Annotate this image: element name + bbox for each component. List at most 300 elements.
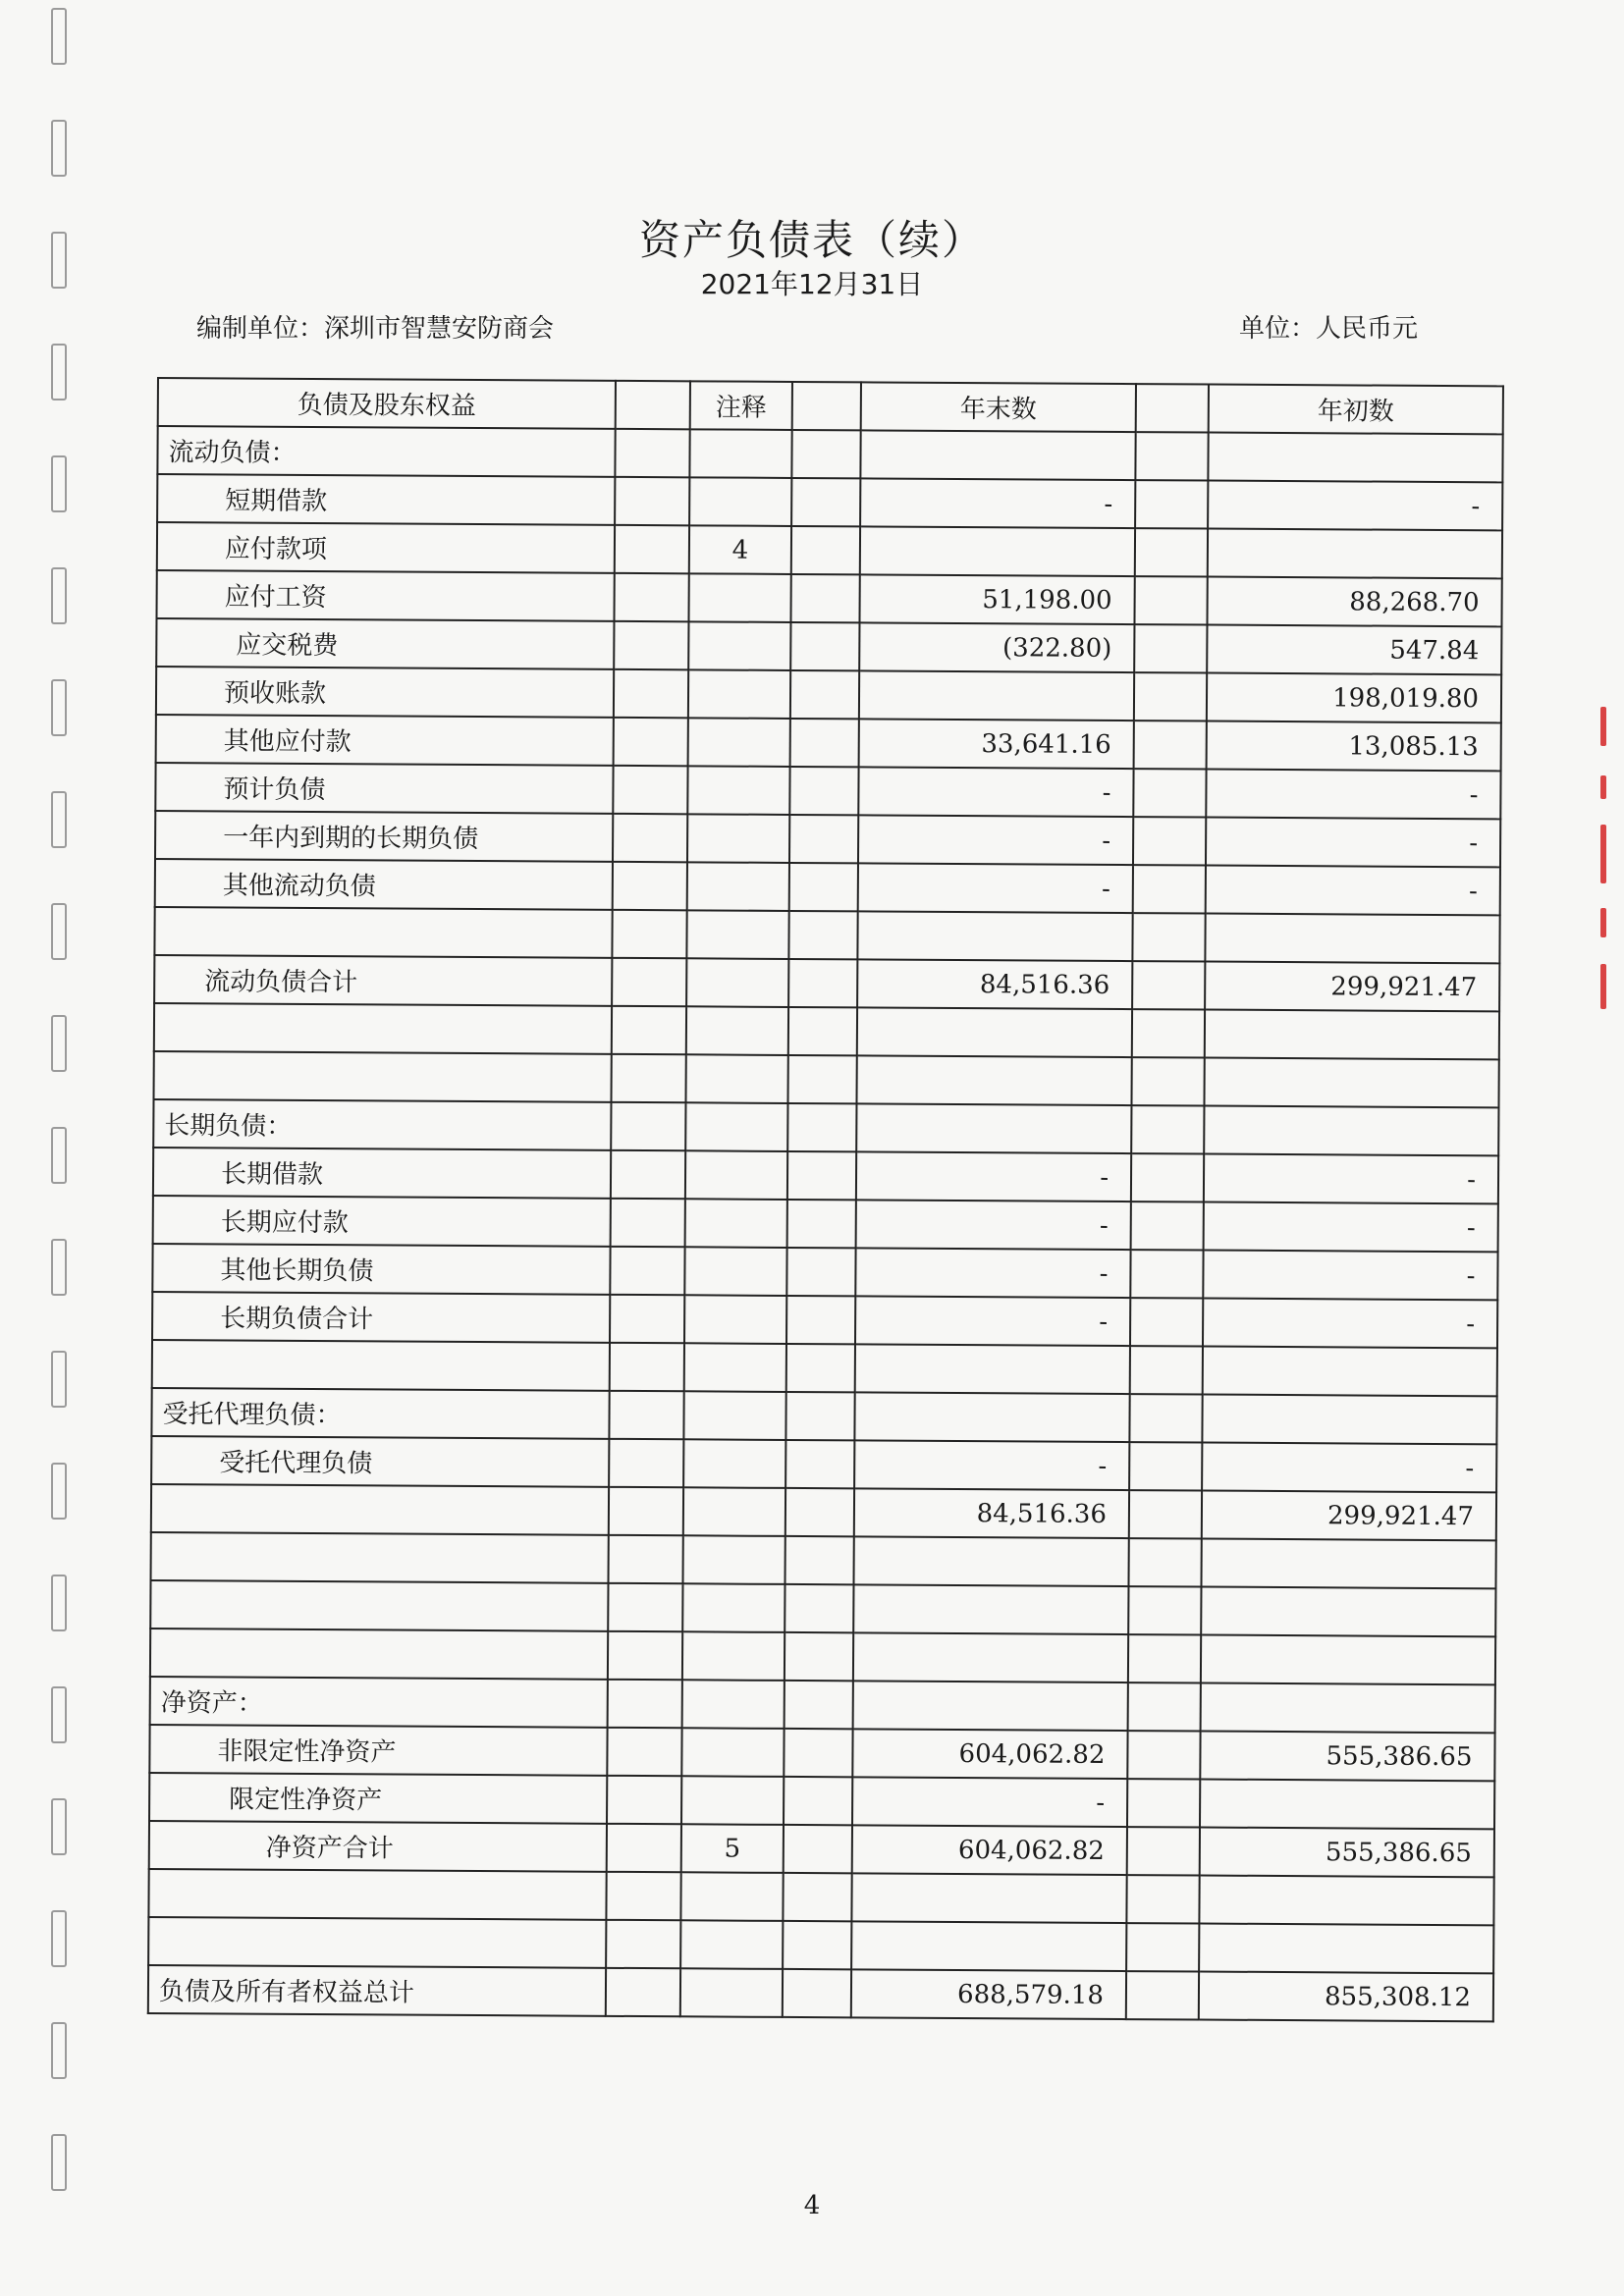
- row-note: [685, 1150, 787, 1200]
- table-row: [152, 1340, 1497, 1396]
- blank-cell: [787, 1200, 856, 1248]
- row-note: [683, 1535, 785, 1584]
- table-row: [153, 1148, 1498, 1203]
- blank-cell: [786, 1248, 855, 1296]
- row-year-begin-value: [1205, 1010, 1499, 1060]
- blank-cell: [1127, 1827, 1200, 1875]
- row-year-end-value: -: [858, 767, 1133, 817]
- blank-cell: [1129, 1490, 1202, 1538]
- blank-cell: [785, 1440, 854, 1488]
- table-row: [151, 1388, 1496, 1444]
- liabilities-equity-table: [147, 377, 1504, 2022]
- row-note: [684, 1343, 786, 1392]
- row-year-begin-value: 198,019.80: [1207, 673, 1501, 723]
- row-note: [688, 621, 790, 670]
- blank-cell: [1134, 624, 1207, 672]
- row-year-begin-value: -: [1208, 481, 1502, 531]
- row-label: 长期借款: [153, 1148, 611, 1199]
- row-label: 负债及所有者权益总计: [148, 1965, 606, 2016]
- row-year-end-value: 84,516.36: [857, 959, 1132, 1009]
- row-note: [688, 669, 790, 719]
- row-label: [152, 1340, 610, 1391]
- table-row: [156, 618, 1501, 674]
- blank-cell: [615, 477, 689, 525]
- currency-unit: 单位：人民币元: [1239, 314, 1419, 344]
- row-year-end-value: (322.80): [859, 622, 1134, 672]
- blank-cell: [783, 1969, 851, 2017]
- row-label: 预收账款: [156, 667, 614, 718]
- blank-cell: [613, 814, 687, 862]
- row-year-end-value: -: [856, 1200, 1131, 1250]
- stamp-edge-trace: [1600, 707, 1610, 1021]
- blank-cell: [1129, 1394, 1202, 1442]
- blank-cell: [1127, 1731, 1200, 1779]
- row-label: [150, 1629, 608, 1680]
- row-note: [684, 1295, 786, 1344]
- row-year-begin-value: -: [1203, 1251, 1497, 1301]
- column-header-blank: [792, 382, 861, 430]
- row-year-end-value: -: [852, 1777, 1127, 1827]
- row-note: 4: [689, 525, 791, 574]
- row-year-begin-value: -: [1204, 1202, 1498, 1253]
- row-year-begin-value: -: [1203, 1299, 1497, 1349]
- blank-cell: [614, 718, 688, 766]
- row-year-begin-value: 547.84: [1207, 625, 1501, 675]
- blank-cell: [611, 1199, 685, 1247]
- table-row: [151, 1532, 1496, 1588]
- row-note: [685, 1199, 787, 1248]
- table-row: [150, 1629, 1495, 1684]
- row-year-begin-value: [1199, 1876, 1493, 1926]
- blank-cell: [609, 1487, 683, 1535]
- table-row: [156, 667, 1501, 722]
- blank-cell: [1130, 1298, 1203, 1346]
- row-year-end-value: 604,062.82: [852, 1825, 1127, 1875]
- blank-cell: [1126, 1875, 1199, 1923]
- row-note: [682, 1631, 785, 1681]
- row-note: [686, 958, 788, 1007]
- table-row: [154, 955, 1499, 1011]
- row-year-end-value: 688,579.18: [851, 1969, 1126, 2019]
- binding-hole: [51, 1127, 67, 1184]
- blank-cell: [786, 1344, 855, 1392]
- blank-cell: [789, 815, 858, 863]
- table-row: [148, 1869, 1493, 1925]
- row-note: [689, 477, 791, 526]
- row-year-end-value: -: [855, 1248, 1130, 1298]
- row-year-end-value: [853, 1584, 1128, 1634]
- blank-cell: [1128, 1538, 1201, 1586]
- blank-cell: [787, 1103, 856, 1151]
- row-label: 其他应付款: [156, 715, 614, 766]
- blank-cell: [785, 1584, 853, 1632]
- blank-cell: [615, 429, 689, 477]
- report-date: 2021年12月31日: [700, 268, 924, 300]
- table-row: [152, 1244, 1497, 1300]
- row-note: [683, 1391, 785, 1440]
- blank-cell: [790, 719, 859, 767]
- table-row: [154, 907, 1499, 963]
- row-label: 净资产合计: [149, 1821, 607, 1872]
- blank-cell: [1134, 721, 1207, 769]
- blank-cell: [789, 767, 858, 815]
- table-row: [155, 811, 1500, 867]
- row-note: [688, 718, 790, 767]
- blank-cell: [614, 573, 688, 621]
- blank-cell: [612, 958, 686, 1006]
- row-label: 其他流动负债: [155, 859, 613, 910]
- row-year-end-value: [856, 1103, 1131, 1153]
- blank-cell: [1131, 1153, 1204, 1201]
- blank-cell: [785, 1488, 854, 1536]
- row-year-begin-value: -: [1204, 1154, 1498, 1204]
- binding-hole: [51, 791, 67, 848]
- blank-cell: [610, 1247, 684, 1295]
- blank-cell: [783, 1873, 851, 1921]
- blank-cell: [1131, 1105, 1204, 1153]
- blank-cell: [608, 1680, 682, 1728]
- blank-cell: [785, 1632, 853, 1681]
- row-year-begin-value: [1203, 1347, 1497, 1397]
- table-row: [153, 1099, 1498, 1155]
- binding-hole: [51, 455, 67, 512]
- row-year-end-value: -: [858, 815, 1133, 865]
- table-row: [157, 522, 1502, 578]
- row-label: 受托代理负债：: [151, 1388, 609, 1439]
- row-year-begin-value: [1201, 1635, 1495, 1685]
- row-label: 净资产：: [150, 1677, 608, 1728]
- row-note: [680, 1920, 783, 1969]
- row-year-begin-value: [1202, 1395, 1496, 1445]
- row-note: [685, 1054, 787, 1103]
- row-note: [682, 1680, 785, 1729]
- blank-cell: [785, 1681, 853, 1729]
- row-label: 应交税费: [156, 618, 614, 669]
- row-note: [687, 766, 789, 815]
- table-row: [148, 1917, 1493, 1973]
- blank-cell: [784, 1825, 852, 1873]
- row-label: 长期应付款: [153, 1196, 611, 1247]
- column-header-year-begin: 年初数: [1209, 385, 1503, 435]
- blank-cell: [786, 1296, 855, 1344]
- blank-cell: [613, 766, 687, 814]
- row-note: [686, 910, 788, 959]
- row-year-end-value: [851, 1873, 1126, 1923]
- table-row: [149, 1725, 1494, 1781]
- column-header-note: 注释: [690, 381, 792, 430]
- blank-cell: [614, 669, 688, 718]
- table-row: [156, 570, 1501, 626]
- table-row: [151, 1484, 1496, 1540]
- binding-holes: [51, 0, 81, 2296]
- row-year-begin-value: [1201, 1587, 1495, 1637]
- row-year-end-value: 84,516.36: [854, 1488, 1129, 1538]
- blank-cell: [611, 1150, 685, 1199]
- binding-hole: [51, 1463, 67, 1520]
- binding-hole: [51, 567, 67, 624]
- blank-cell: [1126, 1923, 1199, 1971]
- row-year-begin-value: [1201, 1539, 1495, 1589]
- blank-cell: [1128, 1634, 1201, 1682]
- blank-cell: [1131, 1057, 1204, 1105]
- binding-hole: [51, 903, 67, 960]
- blank-cell: [606, 1872, 680, 1920]
- blank-cell: [791, 526, 860, 574]
- blank-cell: [788, 911, 857, 959]
- table-row: [155, 859, 1500, 915]
- row-label: 非限定性净资产: [149, 1725, 607, 1776]
- table-row: [149, 1773, 1494, 1829]
- row-year-begin-value: 555,386.65: [1200, 1732, 1494, 1782]
- row-note: [688, 573, 790, 622]
- blank-cell: [614, 621, 688, 669]
- row-year-begin-value: -: [1202, 1443, 1496, 1493]
- blank-cell: [1133, 769, 1206, 817]
- row-year-end-value: [854, 1392, 1129, 1442]
- blank-cell: [1132, 913, 1205, 961]
- blank-cell: [790, 574, 859, 622]
- blank-cell: [608, 1631, 682, 1680]
- row-year-end-value: [853, 1632, 1128, 1682]
- blank-cell: [1130, 1346, 1203, 1394]
- blank-cell: [1135, 528, 1208, 576]
- row-year-begin-value: 13,085.13: [1207, 721, 1501, 772]
- row-label: 预计负债: [155, 763, 613, 814]
- blank-cell: [607, 1824, 681, 1872]
- row-label: 应付工资: [156, 570, 614, 621]
- table-row: [154, 1003, 1499, 1059]
- blank-cell: [790, 622, 859, 670]
- row-label: 限定性净资产: [149, 1773, 607, 1824]
- blank-cell: [791, 478, 860, 526]
- row-year-begin-value: [1208, 529, 1502, 579]
- row-note: [686, 1006, 788, 1055]
- row-year-begin-value: [1204, 1058, 1498, 1108]
- row-year-end-value: [860, 526, 1135, 576]
- row-year-begin-value: 555,386.65: [1200, 1828, 1494, 1878]
- table-header-row: [158, 378, 1503, 434]
- blank-cell: [789, 863, 858, 911]
- row-label: [151, 1484, 609, 1535]
- blank-cell: [785, 1392, 854, 1440]
- binding-hole: [51, 120, 67, 177]
- row-note: [684, 1247, 786, 1296]
- blank-cell: [1132, 961, 1205, 1009]
- row-year-end-value: 51,198.00: [859, 574, 1134, 624]
- row-year-begin-value: -: [1206, 866, 1500, 916]
- column-header-blank: [616, 381, 690, 429]
- row-label: [154, 907, 612, 958]
- row-label: 长期负债合计: [152, 1292, 610, 1343]
- blank-cell: [1132, 1009, 1205, 1057]
- row-year-begin-value: [1200, 1780, 1494, 1830]
- blank-cell: [610, 1295, 684, 1343]
- binding-hole: [51, 8, 67, 65]
- document-title: 资产负债表（续）: [638, 216, 985, 264]
- blank-cell: [1126, 1971, 1199, 2019]
- row-note: [680, 1872, 783, 1921]
- row-note: [682, 1583, 785, 1632]
- column-header-blank: [1136, 384, 1209, 432]
- table-row: [156, 715, 1501, 771]
- blank-cell: [609, 1391, 683, 1439]
- blank-cell: [611, 1102, 685, 1150]
- binding-hole: [51, 1686, 67, 1743]
- binding-hole: [51, 344, 67, 400]
- row-year-begin-value: [1205, 914, 1499, 964]
- table-row: [148, 1965, 1493, 2021]
- binding-hole: [51, 2134, 67, 2191]
- blank-cell: [608, 1583, 682, 1631]
- binding-hole: [51, 1575, 67, 1631]
- row-year-end-value: 33,641.16: [859, 719, 1134, 769]
- row-label: [154, 1003, 612, 1054]
- row-year-begin-value: -: [1206, 818, 1500, 868]
- table-row: [150, 1580, 1495, 1636]
- blank-cell: [791, 430, 860, 478]
- blank-cell: [1135, 480, 1208, 528]
- blank-cell: [787, 1055, 856, 1103]
- row-label: 长期负债：: [153, 1099, 611, 1150]
- blank-cell: [1127, 1779, 1200, 1827]
- binding-hole: [51, 1239, 67, 1296]
- table-row: [150, 1677, 1495, 1733]
- blank-cell: [1134, 576, 1207, 624]
- row-label: 流动负债：: [157, 426, 615, 477]
- row-note: [683, 1439, 785, 1488]
- blank-cell: [610, 1343, 684, 1391]
- row-year-end-value: 604,062.82: [852, 1729, 1127, 1779]
- blank-cell: [785, 1536, 853, 1584]
- row-year-end-value: [856, 1055, 1131, 1105]
- page-number: 4: [803, 2191, 821, 2220]
- row-year-end-value: [855, 1344, 1130, 1394]
- row-year-end-value: [851, 1921, 1126, 1971]
- row-year-end-value: -: [854, 1440, 1129, 1490]
- row-note: [681, 1776, 784, 1825]
- row-note: [689, 429, 791, 478]
- row-year-begin-value: 299,921.47: [1202, 1491, 1496, 1541]
- row-year-end-value: -: [856, 1151, 1131, 1201]
- row-label: 其他长期负债: [152, 1244, 610, 1295]
- row-year-begin-value: [1201, 1683, 1495, 1734]
- binding-hole: [51, 2022, 67, 2079]
- table-row: [155, 763, 1500, 819]
- row-year-begin-value: -: [1206, 770, 1500, 820]
- blank-cell: [606, 1920, 680, 1968]
- row-year-begin-value: 88,268.70: [1207, 577, 1501, 627]
- blank-cell: [790, 670, 859, 719]
- row-year-end-value: [859, 670, 1134, 721]
- blank-cell: [784, 1777, 852, 1825]
- row-label: [154, 1051, 612, 1102]
- balance-sheet: [147, 377, 1502, 2022]
- row-note: [687, 814, 789, 863]
- reporting-entity: 编制单位：深圳市智慧安防商会: [196, 314, 555, 344]
- row-year-end-value: [860, 430, 1135, 480]
- row-year-end-value: [857, 1007, 1132, 1057]
- blank-cell: [615, 525, 689, 573]
- table-row: [153, 1196, 1498, 1252]
- table-row: [157, 426, 1502, 482]
- column-header-item: 负债及股东权益: [158, 378, 616, 429]
- blank-cell: [606, 1968, 680, 2016]
- table-row: [152, 1292, 1497, 1348]
- row-label: [150, 1580, 608, 1631]
- column-header-year-end: 年末数: [861, 382, 1136, 432]
- blank-cell: [1133, 817, 1206, 865]
- row-label: 流动负债合计: [154, 955, 612, 1006]
- blank-cell: [611, 1054, 685, 1102]
- blank-cell: [612, 1006, 686, 1054]
- blank-cell: [784, 1729, 852, 1777]
- binding-hole: [51, 1798, 67, 1855]
- row-label: 一年内到期的长期负债: [155, 811, 613, 862]
- row-year-begin-value: 855,308.12: [1199, 1972, 1493, 2022]
- row-label: 受托代理负债: [151, 1436, 609, 1487]
- row-year-end-value: [853, 1536, 1128, 1586]
- row-year-end-value: -: [860, 478, 1135, 528]
- blank-cell: [1128, 1682, 1201, 1731]
- table-row: [157, 474, 1502, 530]
- row-label: [148, 1917, 606, 1968]
- row-label: 应付款项: [157, 522, 615, 573]
- blank-cell: [613, 862, 687, 910]
- binding-hole: [51, 1910, 67, 1967]
- row-year-begin-value: [1204, 1106, 1498, 1156]
- row-note: [683, 1487, 785, 1536]
- row-note: 5: [681, 1824, 784, 1873]
- row-label: 短期借款: [157, 474, 615, 525]
- row-year-end-value: [853, 1681, 1128, 1731]
- binding-hole: [51, 1351, 67, 1408]
- blank-cell: [1128, 1586, 1201, 1634]
- blank-cell: [787, 1151, 856, 1200]
- blank-cell: [788, 959, 857, 1007]
- row-year-end-value: -: [855, 1296, 1130, 1346]
- blank-cell: [783, 1921, 851, 1969]
- binding-hole: [51, 1015, 67, 1072]
- blank-cell: [1134, 672, 1207, 721]
- table-row: [149, 1821, 1494, 1877]
- row-year-end-value: [857, 911, 1132, 961]
- blank-cell: [609, 1439, 683, 1487]
- blank-cell: [607, 1776, 681, 1824]
- blank-cell: [788, 1007, 857, 1055]
- binding-hole: [51, 679, 67, 736]
- blank-cell: [1133, 865, 1206, 913]
- row-year-begin-value: [1199, 1924, 1493, 1974]
- row-note: [685, 1102, 787, 1151]
- blank-cell: [1135, 432, 1208, 480]
- row-note: [680, 1968, 783, 2017]
- table-row: [151, 1436, 1496, 1492]
- row-year-begin-value: [1208, 433, 1502, 483]
- blank-cell: [1131, 1201, 1204, 1250]
- blank-cell: [1129, 1442, 1202, 1490]
- row-label: [148, 1869, 606, 1920]
- row-label: [151, 1532, 609, 1583]
- row-note: [681, 1728, 784, 1777]
- blank-cell: [1130, 1250, 1203, 1298]
- blank-cell: [607, 1728, 681, 1776]
- row-note: [687, 862, 789, 911]
- row-year-end-value: -: [858, 863, 1133, 913]
- blank-cell: [612, 910, 686, 958]
- blank-cell: [609, 1535, 683, 1583]
- row-year-begin-value: 299,921.47: [1205, 962, 1499, 1012]
- table-row: [154, 1051, 1499, 1107]
